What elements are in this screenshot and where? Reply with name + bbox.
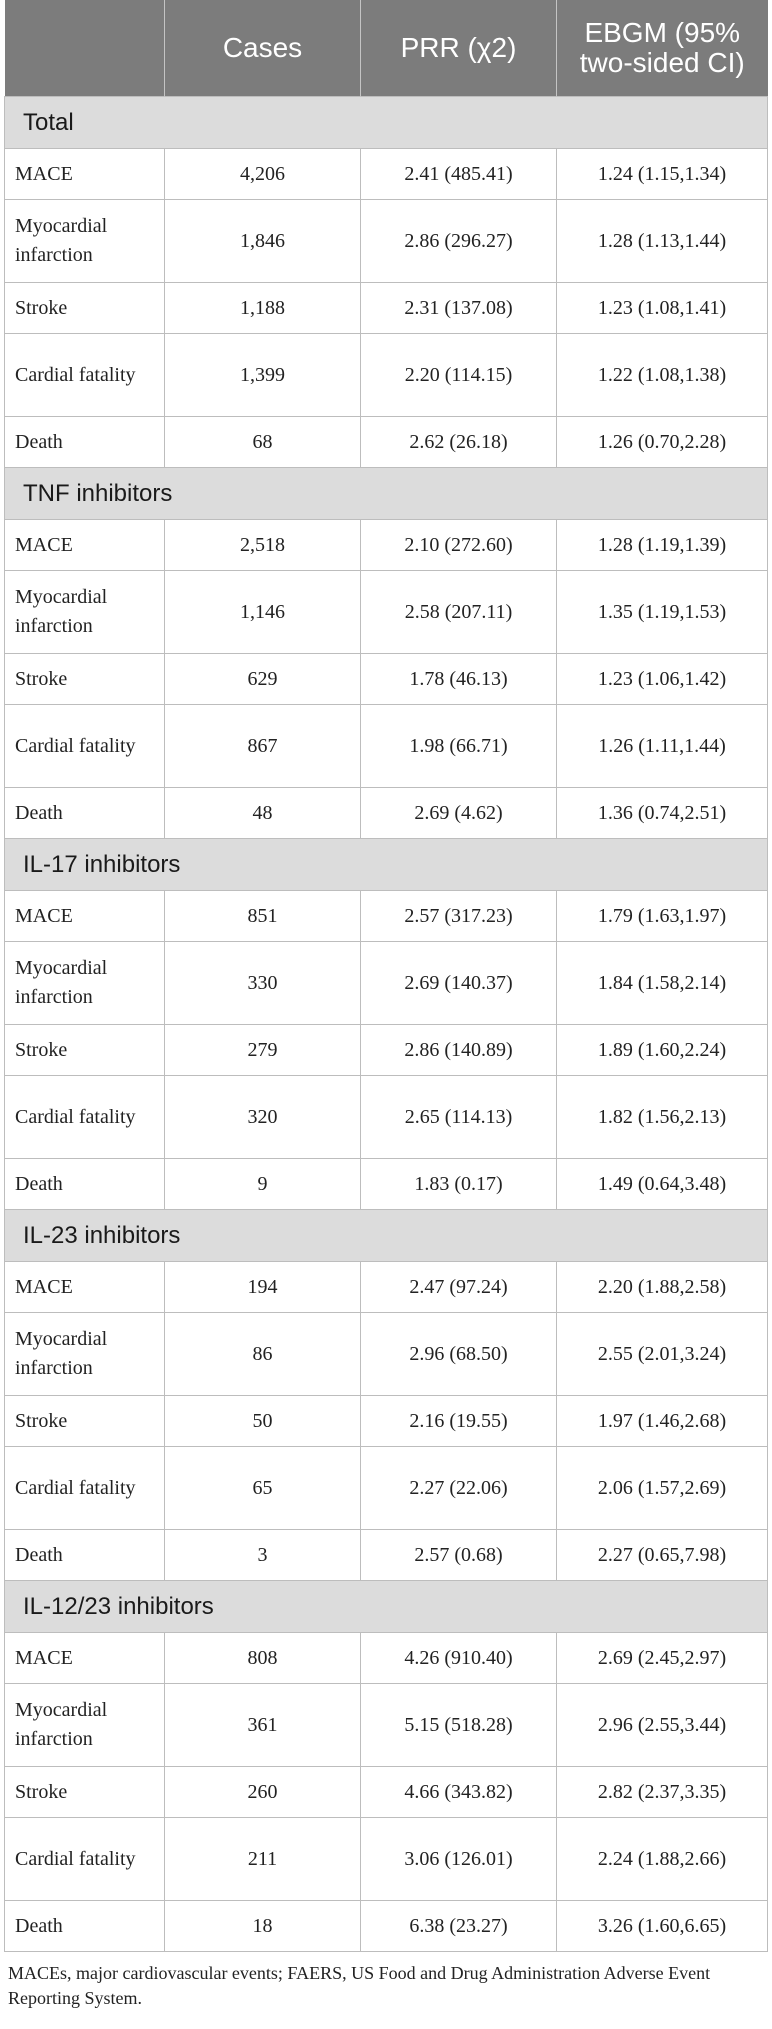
cases-value: 68 — [165, 417, 361, 468]
cases-value: 2,518 — [165, 520, 361, 571]
table-row — [5, 1025, 768, 1076]
section-title: Total — [5, 97, 768, 149]
event-label: MACE — [5, 520, 165, 571]
event-label: Death — [5, 1901, 165, 1952]
ebgm-value: 1.97 (1.46,2.68) — [557, 1396, 768, 1447]
table-row — [5, 1633, 768, 1684]
prr-value: 2.57 (317.23) — [361, 891, 557, 942]
prr-value: 2.58 (207.11) — [361, 571, 557, 654]
ebgm-value: 2.55 (2.01,3.24) — [557, 1313, 768, 1396]
table-footnote: MACEs, major cardiovascular events; FAERS, US Food and Drug Administration Adverse Event Reporting System. — [8, 1963, 711, 2008]
section-title: TNF inhibitors — [5, 468, 768, 520]
event-label: Stroke — [5, 283, 165, 334]
table-row — [5, 1159, 768, 1210]
table-row — [5, 705, 768, 788]
cases-value: 1,399 — [165, 334, 361, 417]
ebgm-value: 3.26 (1.60,6.65) — [557, 1901, 768, 1952]
table-row — [5, 1396, 768, 1447]
event-label: Myocardial infarction — [5, 1684, 165, 1767]
table-row — [5, 1767, 768, 1818]
prr-value: 2.62 (26.18) — [361, 417, 557, 468]
table-row — [5, 1818, 768, 1901]
cases-value: 211 — [165, 1818, 361, 1901]
header-cases: Cases — [165, 0, 361, 97]
event-label: MACE — [5, 1262, 165, 1313]
section-header-row — [5, 839, 768, 891]
table-row — [5, 788, 768, 839]
cases-value: 330 — [165, 942, 361, 1025]
table-row — [5, 1447, 768, 1530]
event-label: MACE — [5, 1633, 165, 1684]
cases-value: 3 — [165, 1530, 361, 1581]
cases-value: 260 — [165, 1767, 361, 1818]
cases-value: 48 — [165, 788, 361, 839]
event-label: Stroke — [5, 1025, 165, 1076]
cases-value: 1,146 — [165, 571, 361, 654]
prr-value: 2.27 (22.06) — [361, 1447, 557, 1530]
prr-value: 1.98 (66.71) — [361, 705, 557, 788]
table-row — [5, 334, 768, 417]
ebgm-value: 1.28 (1.19,1.39) — [557, 520, 768, 571]
prr-value: 4.66 (343.82) — [361, 1767, 557, 1818]
prr-value: 2.57 (0.68) — [361, 1530, 557, 1581]
prr-value: 2.41 (485.41) — [361, 149, 557, 200]
ebgm-value: 1.28 (1.13,1.44) — [557, 200, 768, 283]
prr-value: 2.31 (137.08) — [361, 283, 557, 334]
cases-value: 1,188 — [165, 283, 361, 334]
section-title: IL-17 inhibitors — [5, 839, 768, 891]
table-row — [5, 1901, 768, 1952]
section-title: IL-12/23 inhibitors — [5, 1581, 768, 1633]
prr-value: 2.96 (68.50) — [361, 1313, 557, 1396]
cases-value: 279 — [165, 1025, 361, 1076]
prr-value: 4.26 (910.40) — [361, 1633, 557, 1684]
table-header — [5, 0, 768, 97]
event-label: Stroke — [5, 1767, 165, 1818]
event-label: MACE — [5, 891, 165, 942]
ebgm-value: 1.23 (1.06,1.42) — [557, 654, 768, 705]
ebgm-value: 1.24 (1.15,1.34) — [557, 149, 768, 200]
prr-value: 2.10 (272.60) — [361, 520, 557, 571]
prr-value: 6.38 (23.27) — [361, 1901, 557, 1952]
ebgm-value: 1.23 (1.08,1.41) — [557, 283, 768, 334]
event-label: Cardial fatality — [5, 334, 165, 417]
event-label: Cardial fatality — [5, 1818, 165, 1901]
prr-value: 1.78 (46.13) — [361, 654, 557, 705]
prr-value: 3.06 (126.01) — [361, 1818, 557, 1901]
table-container — [4, 0, 767, 2011]
table-row — [5, 200, 768, 283]
ebgm-value: 2.24 (1.88,2.66) — [557, 1818, 768, 1901]
table-row — [5, 891, 768, 942]
ebgm-value: 1.82 (1.56,2.13) — [557, 1076, 768, 1159]
table-row — [5, 1684, 768, 1767]
ebgm-value: 2.69 (2.45,2.97) — [557, 1633, 768, 1684]
ebgm-value: 1.79 (1.63,1.97) — [557, 891, 768, 942]
prr-value: 2.69 (4.62) — [361, 788, 557, 839]
section-header-row — [5, 97, 768, 149]
ebgm-value: 2.82 (2.37,3.35) — [557, 1767, 768, 1818]
mace-signal-table — [4, 0, 768, 1952]
event-label: Stroke — [5, 654, 165, 705]
event-label: Death — [5, 788, 165, 839]
table-row — [5, 149, 768, 200]
section-header-row — [5, 1581, 768, 1633]
cases-value: 50 — [165, 1396, 361, 1447]
table-body — [5, 97, 768, 1952]
event-label: Myocardial infarction — [5, 1313, 165, 1396]
prr-value: 2.16 (19.55) — [361, 1396, 557, 1447]
table-row — [5, 417, 768, 468]
cases-value: 1,846 — [165, 200, 361, 283]
ebgm-value: 1.49 (0.64,3.48) — [557, 1159, 768, 1210]
prr-value: 5.15 (518.28) — [361, 1684, 557, 1767]
event-label: Cardial fatality — [5, 1447, 165, 1530]
cases-value: 194 — [165, 1262, 361, 1313]
section-header-row — [5, 468, 768, 520]
prr-value: 1.83 (0.17) — [361, 1159, 557, 1210]
event-label: Cardial fatality — [5, 705, 165, 788]
table-row — [5, 1262, 768, 1313]
ebgm-value: 1.89 (1.60,2.24) — [557, 1025, 768, 1076]
cases-value: 65 — [165, 1447, 361, 1530]
ebgm-value: 1.26 (1.11,1.44) — [557, 705, 768, 788]
prr-value: 2.20 (114.15) — [361, 334, 557, 417]
event-label: Death — [5, 417, 165, 468]
table-row — [5, 1313, 768, 1396]
ebgm-value: 2.20 (1.88,2.58) — [557, 1262, 768, 1313]
header-ebgm: EBGM (95% two-sided CI) — [557, 0, 768, 97]
ebgm-value: 2.27 (0.65,7.98) — [557, 1530, 768, 1581]
event-label: Death — [5, 1159, 165, 1210]
cases-value: 9 — [165, 1159, 361, 1210]
table-row — [5, 520, 768, 571]
event-label: Stroke — [5, 1396, 165, 1447]
prr-value: 2.69 (140.37) — [361, 942, 557, 1025]
table-row — [5, 1530, 768, 1581]
ebgm-value: 1.84 (1.58,2.14) — [557, 942, 768, 1025]
prr-value: 2.86 (140.89) — [361, 1025, 557, 1076]
cases-value: 867 — [165, 705, 361, 788]
ebgm-value: 1.35 (1.19,1.53) — [557, 571, 768, 654]
cases-value: 361 — [165, 1684, 361, 1767]
event-label: MACE — [5, 149, 165, 200]
prr-value: 2.65 (114.13) — [361, 1076, 557, 1159]
prr-value: 2.86 (296.27) — [361, 200, 557, 283]
event-label: Death — [5, 1530, 165, 1581]
ebgm-value: 2.06 (1.57,2.69) — [557, 1447, 768, 1530]
table-row — [5, 283, 768, 334]
cases-value: 18 — [165, 1901, 361, 1952]
cases-value: 320 — [165, 1076, 361, 1159]
header-blank — [5, 0, 165, 97]
event-label: Myocardial infarction — [5, 571, 165, 654]
event-label: Myocardial infarction — [5, 200, 165, 283]
cases-value: 86 — [165, 1313, 361, 1396]
cases-value: 4,206 — [165, 149, 361, 200]
ebgm-value: 2.96 (2.55,3.44) — [557, 1684, 768, 1767]
table-row — [5, 654, 768, 705]
cases-value: 629 — [165, 654, 361, 705]
event-label: Cardial fatality — [5, 1076, 165, 1159]
ebgm-value: 1.26 (0.70,2.28) — [557, 417, 768, 468]
header-prr: PRR (χ2) — [361, 0, 557, 97]
cases-value: 851 — [165, 891, 361, 942]
table-row — [5, 942, 768, 1025]
ebgm-value: 1.36 (0.74,2.51) — [557, 788, 768, 839]
cases-value: 808 — [165, 1633, 361, 1684]
ebgm-value: 1.22 (1.08,1.38) — [557, 334, 768, 417]
table-row — [5, 571, 768, 654]
prr-value: 2.47 (97.24) — [361, 1262, 557, 1313]
table-row — [5, 1076, 768, 1159]
section-header-row — [5, 1210, 768, 1262]
section-title: IL-23 inhibitors — [5, 1210, 768, 1262]
event-label: Myocardial infarction — [5, 942, 165, 1025]
